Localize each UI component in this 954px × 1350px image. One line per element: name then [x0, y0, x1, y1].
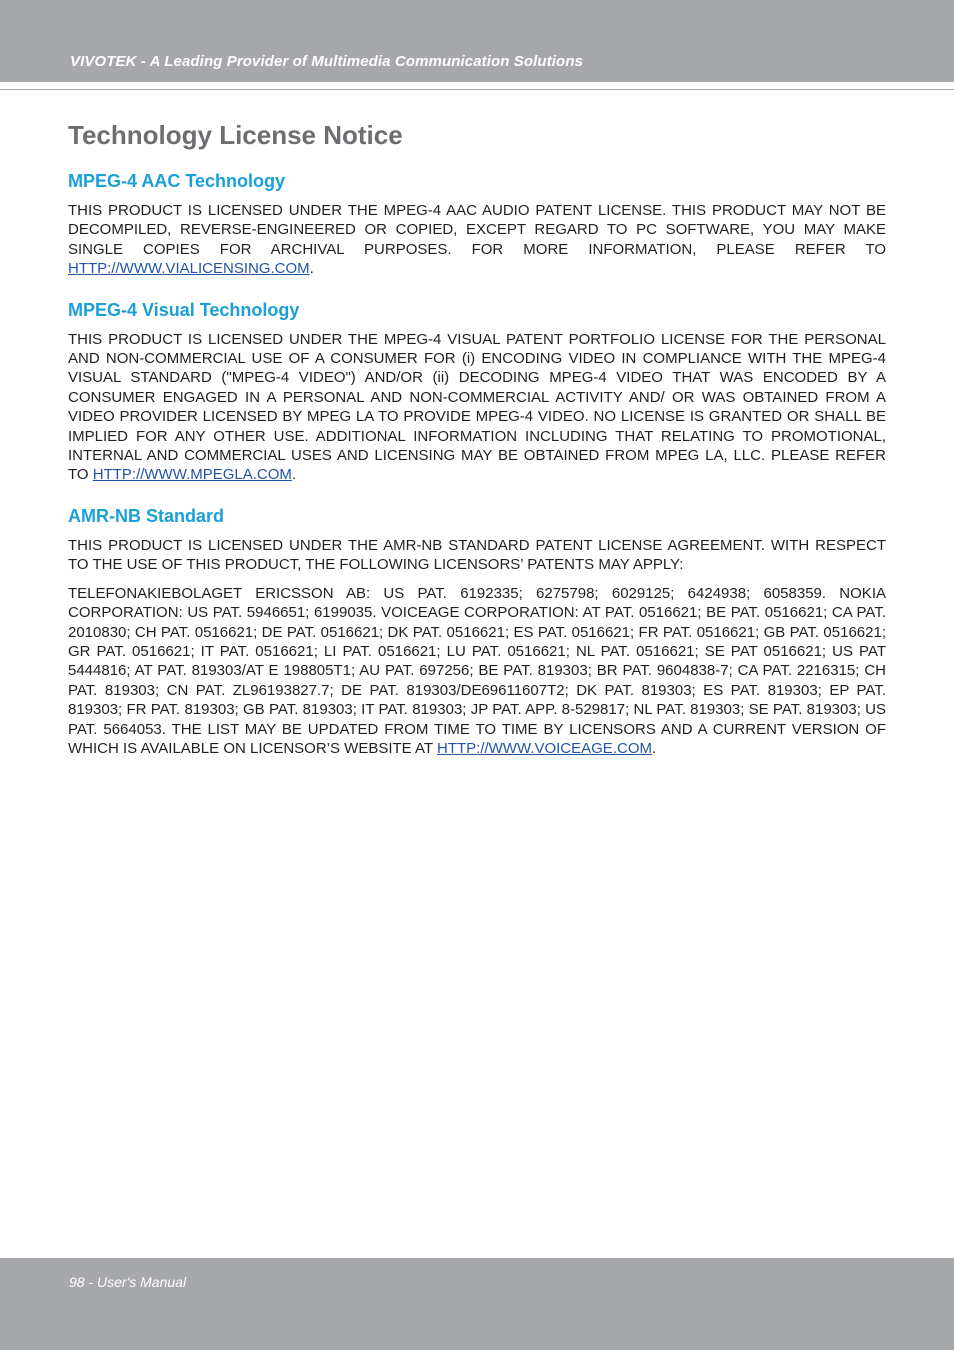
- paragraph: [68, 584, 886, 759]
- section-mpeg4-aac: [68, 170, 886, 279]
- section-title: MPEG-4 AAC Technology: [68, 171, 286, 191]
- section-amr-nb: [68, 505, 886, 758]
- section-title: MPEG-4 Visual Technology: [68, 299, 300, 320]
- voiceage-link[interactable]: HTTP://WWW.VOICEAGE.COM: [436, 739, 652, 757]
- paragraph-text: TELEFONAKIEBOLAGET ERICSSON AB: US PAT. 6192335; 6275798; 6029125; 6424938; 6058359. NOKIA CORPORATION: US PAT. 5946651; 6199035. VOICEAGE CORPORATION: AT PAT. 0516621; BE PAT. 0516621; CA PAT. 2010830; CH PAT. 0516621; DE PAT. 0516621; DK PAT. 0516621; ES PAT. 0516621; FR PAT. 0516621; GB PAT. 0516621; GR PAT. 0516621; IT PAT. 0516621; LI PAT. 0516621; LU PAT. 0516621; NL PAT. 0516621; SE PAT 0516621; US PAT 5444816; AT PAT. 819303/AT E 198805T1; AU PAT. 697256; BE PAT. 819303; BR PAT. 9604838-7; CA PAT. 2216315; CH PAT. 819303; CN PAT. ZL96193827.7; DE PAT. 819303/DE69611607T2; DK PAT. 819303; ES PAT. 819303; EP PAT. 819303; FR PAT. 819303; GB PAT. 819303; IT PAT. 819303; JP PAT. APP. 8-529817; NL PAT. 819303; SE PAT. 819303; US PAT. 5664053. THE LIST MAY BE UPDATED FROM TIME TO TIME BY LICENSORS AND A CURRENT VERSION OF WHICH IS AVAILABLE ON LICENSOR’S WEBSITE AT: [68, 584, 886, 757]
- vialicensing-link[interactable]: HTTP://WWW.VIALICENSING.COM: [68, 260, 310, 278]
- page-number: 98 - User's Manual: [69, 1274, 187, 1290]
- paragraph: [68, 536, 886, 575]
- page-title: Technology License Notice: [68, 120, 403, 150]
- page-content: [68, 118, 886, 778]
- paragraph-tail: .: [291, 466, 297, 484]
- footer-band: [0, 1258, 954, 1350]
- paragraph: [68, 330, 886, 485]
- section-title: AMR-NB Standard: [68, 505, 224, 526]
- section-mpeg4-visual: [68, 299, 886, 485]
- paragraph-text: THIS PRODUCT IS LICENSED UNDER THE MPEG-4 VISUAL PATENT PORTFOLIO LICENSE FOR THE PERSONAL AND NON-COMMERCIAL USE OF A CONSUMER FOR (i) ENCODING VIDEO IN COMPLIANCE WITH THE MPEG-4 VISUAL STANDARD ("MPEG-4 VIDEO") AND/OR (ii) DECODING MPEG-4 VIDEO THAT WAS ENCODED BY A CONSUMER ENGAGED IN A PERSONAL AND NON-COMMERCIAL ACTIVITY AND/ OR WAS OBTAINED FROM A VIDEO PROVIDER LICENSED BY MPEG LA TO PROVIDE MPEG-4 VIDEO. NO LICENSE IS GRANTED OR SHALL BE IMPLIED FOR ANY OTHER USE. ADDITIONAL INFORMATION INCLUDING THAT RELATING TO PROMOTIONAL, INTERNAL AND COMMERCIAL USES AND LICENSING MAY BE OBTAINED FROM MPEG LA, LLC. PLEASE REFER TO: [68, 330, 886, 484]
- paragraph-tail: .: [651, 739, 657, 757]
- paragraph: [68, 201, 886, 279]
- mpegla-link[interactable]: HTTP://WWW.MPEGLA.COM: [92, 466, 292, 484]
- header-title: VIVOTEK - A Leading Provider of Multimedia Communication Solutions: [70, 53, 584, 70]
- paragraph-text: THIS PRODUCT IS LICENSED UNDER THE MPEG-4 AAC AUDIO PATENT LICENSE. THIS PRODUCT MAY NOT BE DECOMPILED, REVERSE-ENGINEERED OR COPIED, EXCEPT REGARD TO PC SOFTWARE, YOU MAY MAKE SINGLE COPIES FOR ARCHIVAL PURPOSES. FOR MORE INFORMATION, PLEASE REFER TO: [68, 202, 886, 258]
- paragraph-tail: .: [309, 260, 314, 278]
- paragraph-text: THIS PRODUCT IS LICENSED UNDER THE AMR-NB STANDARD PATENT LICENSE AGREEMENT. WITH RESPECT TO THE USE OF THIS PRODUCT, THE FOLLOWING LICENSORS’ PATENTS MAY APPLY:: [68, 536, 886, 574]
- header-divider: [0, 89, 954, 90]
